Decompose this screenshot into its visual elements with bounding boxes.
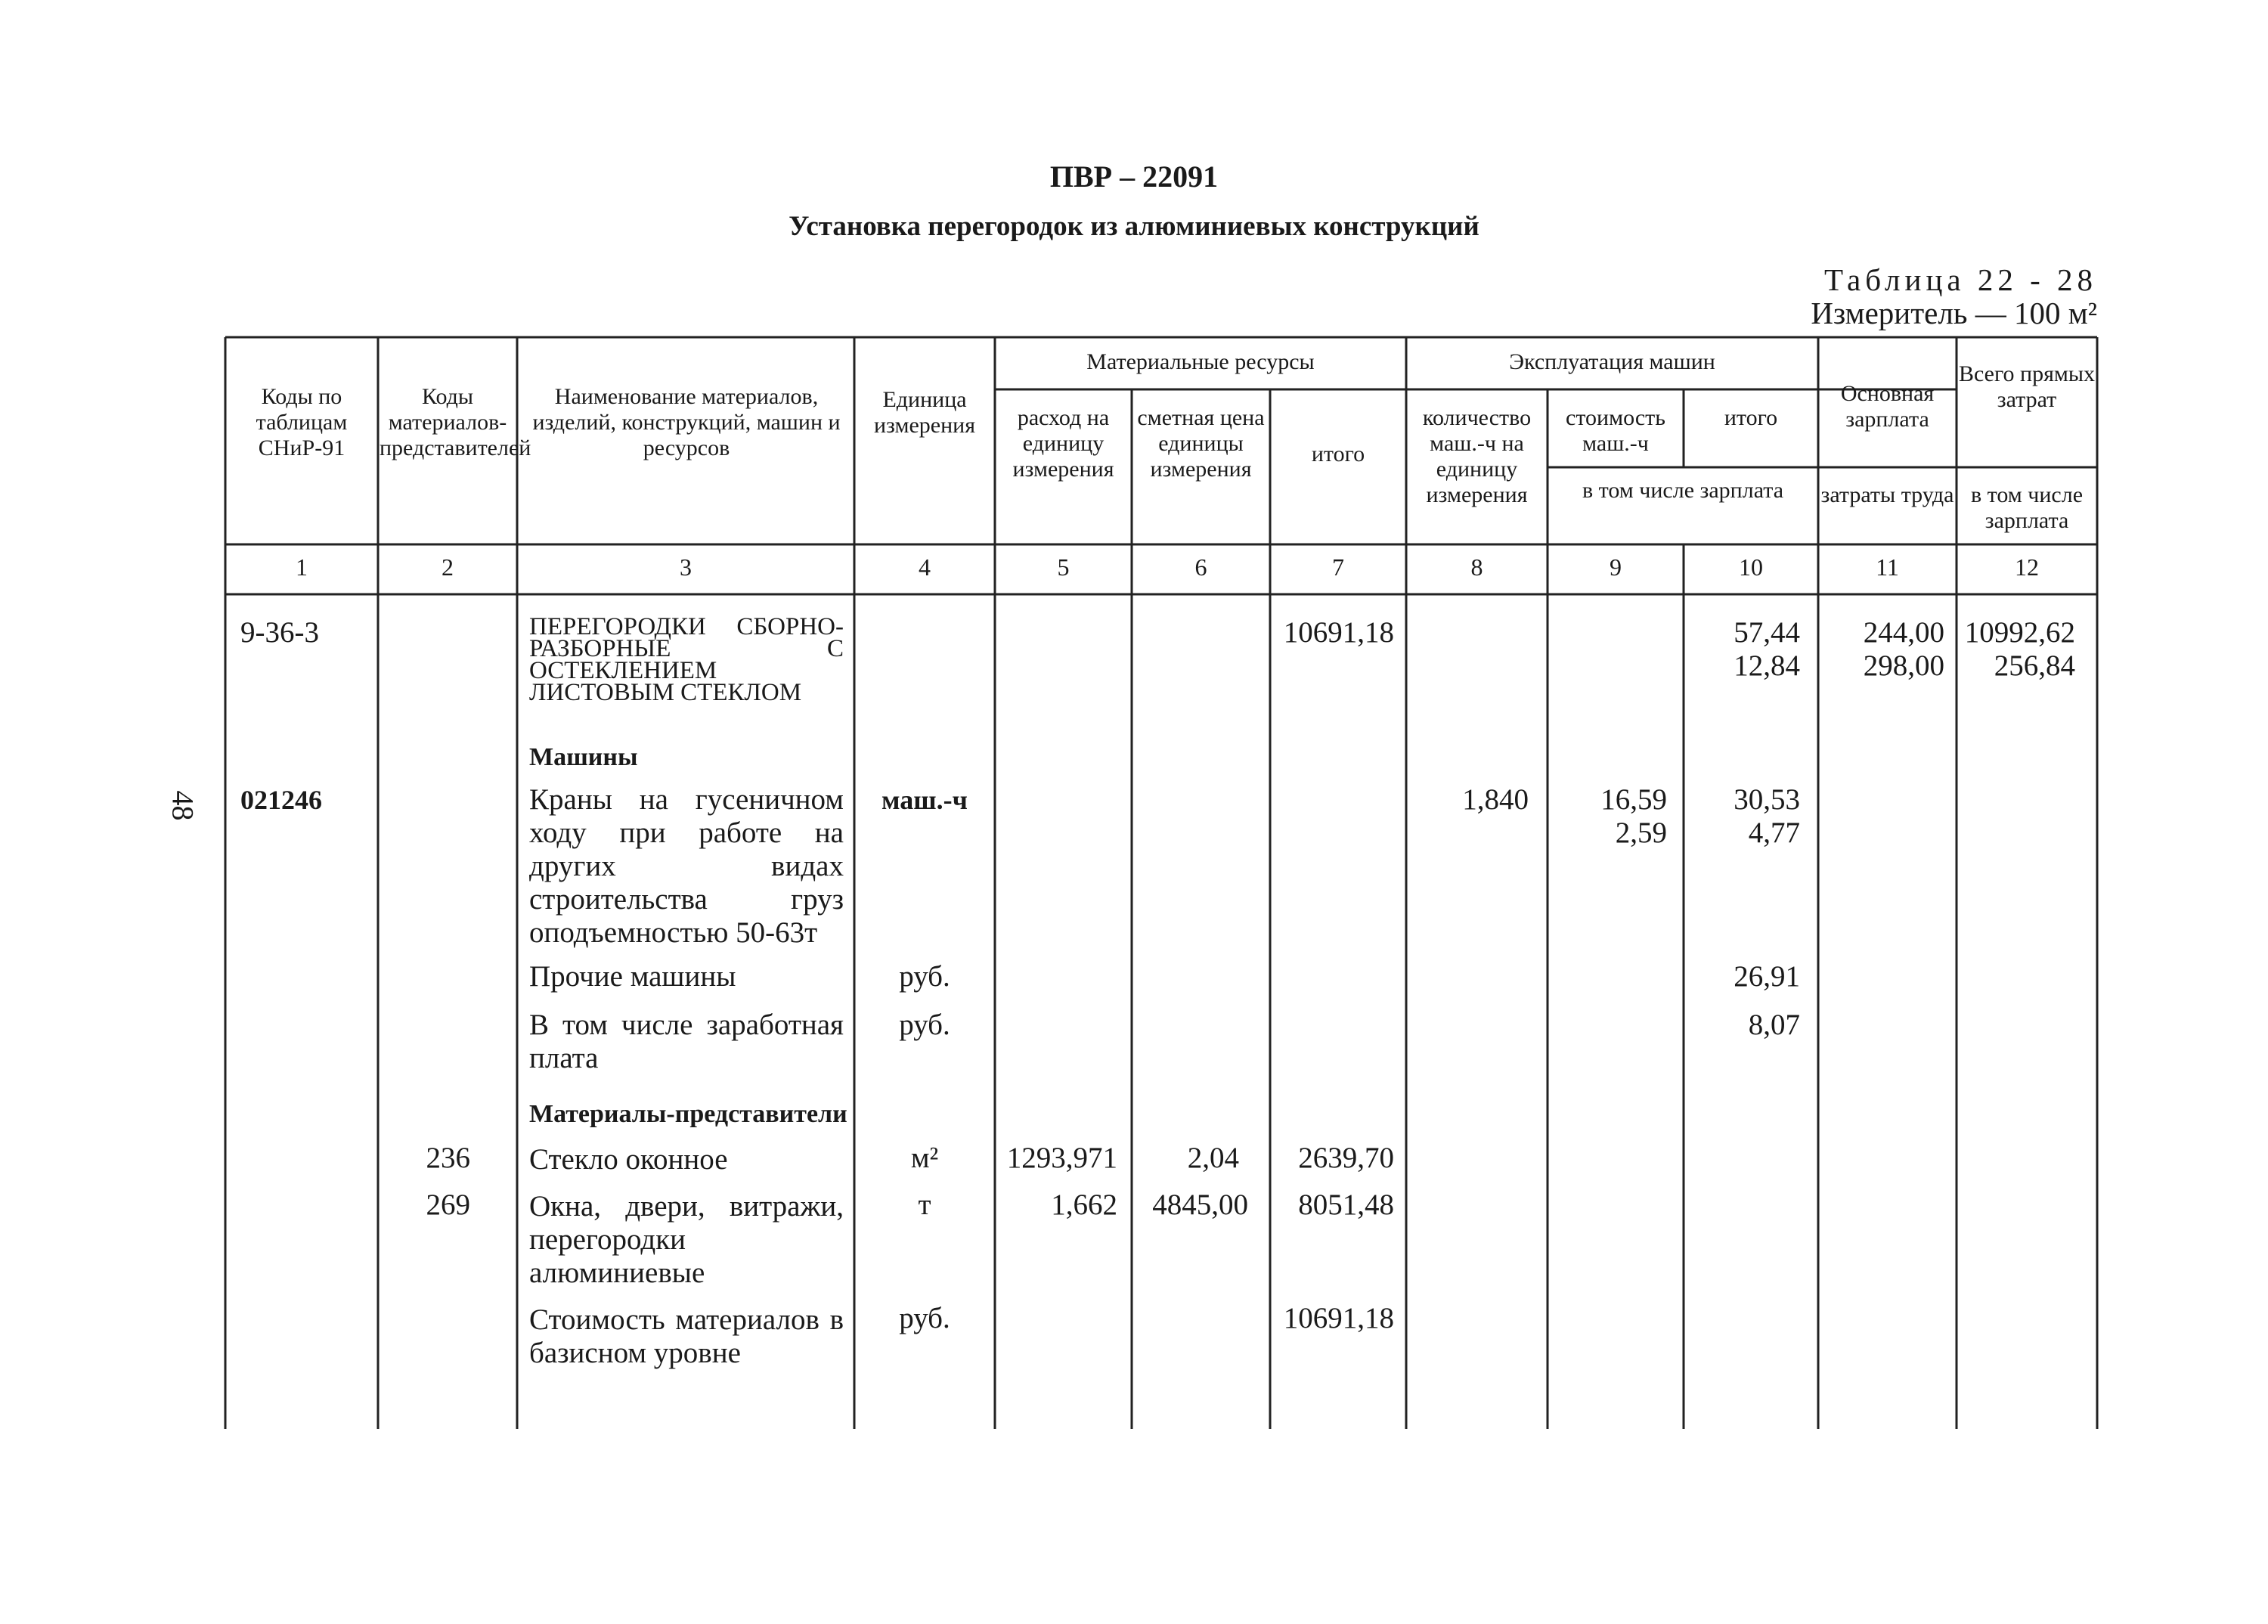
machines-total: 57,44	[1734, 616, 1800, 649]
header-machines-wage: в том числе зарплата	[1582, 478, 1784, 503]
column-number: 8	[1470, 553, 1483, 581]
direct-wage: 256,84	[1994, 649, 2075, 682]
other-machines-name: Прочие машины	[529, 960, 736, 993]
materials-cost-unit: руб.	[899, 1302, 950, 1334]
column-number: 7	[1332, 553, 1344, 581]
column-number: 3	[680, 553, 692, 581]
materials-total: 10691,18	[1283, 616, 1394, 649]
crane-qty: 1,840	[1462, 783, 1529, 816]
header-machine-operation: Эксплуатация машин	[1509, 349, 1715, 374]
windows-consumption: 1,662	[1051, 1189, 1117, 1221]
page-number: 48	[166, 790, 200, 821]
column-number: 4	[919, 553, 931, 581]
windows-name: Окна, двери, витражи, перегородки алюминиевые	[529, 1190, 844, 1289]
crane-unit: маш.-ч	[881, 785, 968, 815]
header-price: сметная цена единицы измерения	[1137, 405, 1265, 482]
header-direct-costs: Всего прямых затрат	[1958, 361, 2096, 412]
windows-total: 8051,48	[1298, 1189, 1394, 1221]
header-machines-total: итого	[1724, 405, 1778, 430]
header-materials-total: итого	[1311, 442, 1365, 466]
column-number: 9	[1610, 553, 1622, 581]
wage-row-total: 8,07	[1748, 1009, 1800, 1041]
header-unit: Единица измерения	[873, 387, 975, 438]
crane-cost: 16,59	[1600, 783, 1667, 816]
crane-name: Краны на гусеничном ходу при работе на других видах строительства груз оподъемностью 50-63т	[529, 783, 844, 949]
row-code: 9-36-3	[240, 616, 319, 649]
windows-rep-code: 269	[426, 1189, 470, 1221]
header-base-wage: Основная зарплата	[1840, 381, 1935, 432]
header-labor: затраты труда	[1820, 482, 1954, 507]
header-codes-rep: Коды материалов-представителей	[380, 384, 531, 460]
glass-total: 2639,70	[1298, 1142, 1394, 1174]
column-number: 2	[442, 553, 454, 581]
row-name-main: ПЕРЕГОРОДКИ СБОРНО-РАЗБОРНЫЕ С ОСТЕКЛЕНИЕМ ЛИСТОВЫМ СТЕКЛОМ	[529, 613, 844, 706]
wage-row-unit: руб.	[899, 1009, 950, 1041]
header-machine-hours: количество маш.-ч на единицу измерения	[1422, 405, 1532, 507]
column-number: 11	[1876, 553, 1899, 581]
header-machine-cost: стоимость маш.-ч	[1566, 405, 1665, 456]
materials-cost-total: 10691,18	[1283, 1302, 1394, 1334]
crane-total-wage: 4,77	[1748, 817, 1800, 849]
column-number: 1	[296, 553, 308, 581]
table-label: Таблица 22 - 28	[1823, 262, 2097, 297]
glass-name: Стекло оконное	[529, 1143, 728, 1176]
document-code: ПВР – 22091	[1049, 160, 1219, 194]
glass-rep-code: 236	[426, 1142, 470, 1174]
windows-price: 4845,00	[1152, 1189, 1248, 1221]
header-direct-wage: в том числе зарплата	[1970, 482, 2084, 533]
section-machines: Машины	[529, 743, 638, 771]
machines-wage: 12,84	[1734, 649, 1800, 682]
direct-total: 10992,62	[1964, 616, 2075, 649]
other-machines-total: 26,91	[1734, 960, 1800, 993]
column-number: 12	[2015, 553, 2039, 581]
header-material-resources: Материальные ресурсы	[1086, 349, 1315, 374]
materials-cost-name: Стоимость материалов в базисном уровне	[529, 1303, 844, 1369]
section-materials: Материалы-представители	[529, 1100, 847, 1128]
column-number: 6	[1194, 553, 1207, 581]
glass-consumption: 1293,971	[1006, 1142, 1117, 1174]
crane-code: 021246	[240, 785, 322, 815]
glass-unit: м²	[910, 1142, 939, 1174]
windows-unit: т	[918, 1189, 931, 1221]
column-number: 5	[1057, 553, 1070, 581]
base-wage: 244,00	[1863, 616, 1944, 649]
document-title: Установка перегородок из алюминиевых конструкций	[789, 211, 1479, 242]
wage-row-name: В том числе заработная плата	[529, 1009, 844, 1074]
crane-total: 30,53	[1734, 783, 1800, 816]
labor-costs: 298,00	[1863, 649, 1944, 682]
header-consumption: расход на единицу измерения	[1012, 405, 1114, 482]
header-codes-snir: Коды по таблицам СНиР-91	[256, 384, 348, 460]
crane-cost-wage: 2,59	[1615, 817, 1667, 849]
measure-unit: Измеритель — 100 м²	[1811, 296, 2097, 330]
column-number: 10	[1739, 553, 1763, 581]
other-machines-unit: руб.	[899, 960, 950, 993]
glass-price: 2,04	[1187, 1142, 1239, 1174]
header-name: Наименование материалов, изделий, конструкций, машин и ресурсов	[532, 384, 841, 460]
